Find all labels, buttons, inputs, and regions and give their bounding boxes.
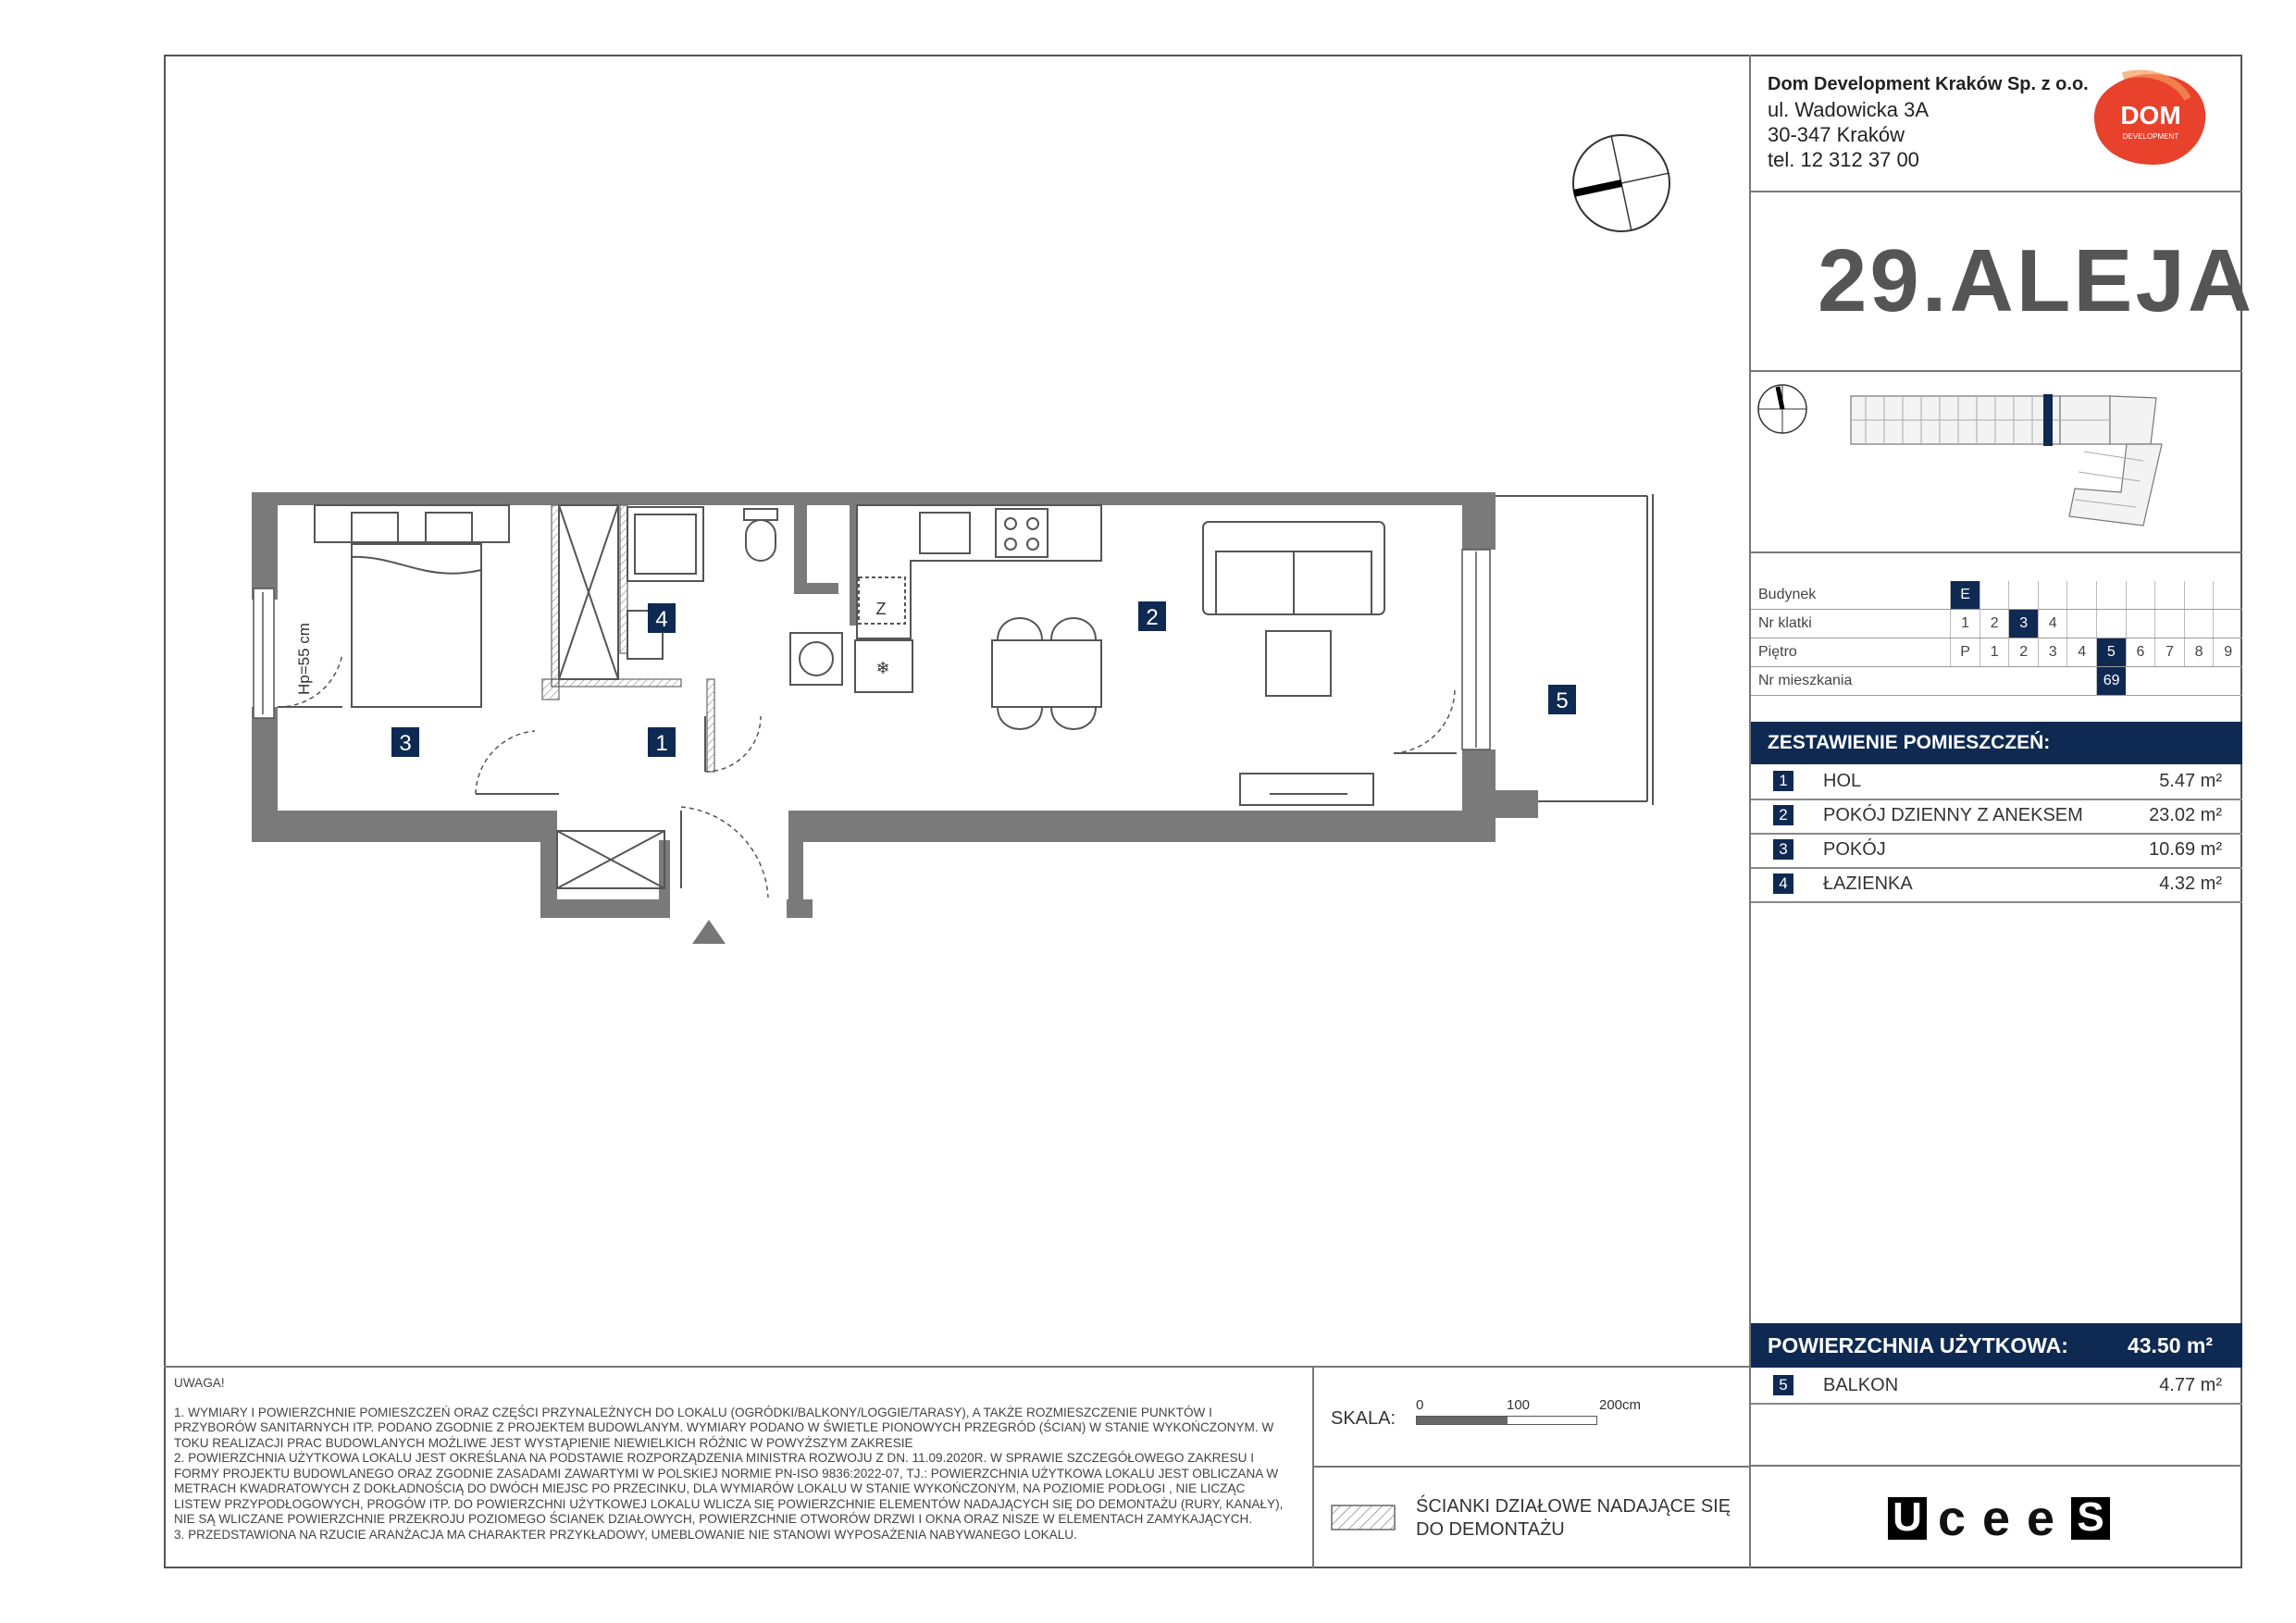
notes-block <box>174 1376 1294 1542</box>
budynek-value: E <box>1951 581 1980 610</box>
room-name: POKÓJ <box>1823 839 1886 860</box>
coffee-table <box>1266 631 1331 696</box>
pietro-5: 5 <box>2097 638 2127 667</box>
note-item: 2. POWIERZCHNIA UŻYTKOWA LOKALU JEST OKREŚLANA NA PODSTAWIE ROZPORZĄDZENIA MINISTRA ROZWOJU Z DN. 11.09.2020R. W SPRAWIE SZCZEGÓŁOWEGO ZAKRESU I FORMY PROJEKTU BUDOWLANEGO ORAZ ZGODNIE ZASADAMI ZAWARTYMI W POLSKIEJ NORMIE PN-ISO 9836:2022-07, TJ.: POWIERZCHNIA UŻYTKOWA LOKALU JEST OBLICZANA W METRACH KWADRATOWYCH Z DOKŁADNOŚCIĄ DO DWÓCH MIEJSC PO PRZECINKU, DLA WYMIARÓW LOKALU W STANIE WYKOŃCZONYM, NA POZIOMIE PODŁOGI , NIE LICZĄC LISTEW PRZYPODŁOGOWYCH, PROGÓW ITP. DO POWIERZCHNI UŻYTKOWEJ LOKALU WLICZA SIĘ POWIERZCHNIE ELEMENTÓW NADAJĄCYCH SIĘ DO DEMONTAŻU (RURY, KANAŁY), NIE SĄ WLICZANE POWIERZCHNIE PRZEKROJU POZIOMEGO ŚCIANEK DZIAŁOWYCH, POWIERZCHNIE OTWORÓW DRZWI I OKNA ORAZ NISZE W ELEMENTACH ZAMYKAJĄCYCH. <box>174 1451 1284 1526</box>
note-item: 3. PRZEDSTAWIONA NA RZUCIE ARANŻACJA MA CHARAKTER PRZYKŁADOWY, UMEBLOWANIE NIE STANOWI WYPOSAŻENIA NABYWANEGO LOKALU. <box>174 1527 1077 1542</box>
row-klatka <box>1751 610 2242 638</box>
cooktop <box>996 509 1048 557</box>
floor-plan <box>241 481 1684 953</box>
room-area: 23.02 m² <box>2149 805 2222 825</box>
washing-machine <box>790 633 842 685</box>
room-number: 2 <box>1773 805 1793 825</box>
company-address <box>1768 72 2089 172</box>
dom-development-logo <box>2086 67 2215 170</box>
label-mieszkanie: Nr mieszkania <box>1751 667 1951 696</box>
entrance-arrow-icon <box>692 920 726 944</box>
pietro-8: 8 <box>2184 638 2214 667</box>
room-area: 4.32 m² <box>2159 873 2222 894</box>
kitchen <box>855 505 1101 692</box>
scale-tick-100: 100 <box>1507 1397 1531 1413</box>
panel-line-1 <box>1749 191 2242 192</box>
company-street: ul. Wadowicka 3A <box>1768 98 1930 121</box>
toilet-tank <box>744 509 777 520</box>
scale-bar-filled <box>1417 1417 1508 1424</box>
pietro-4: 4 <box>2067 638 2097 667</box>
door-swings <box>278 653 1455 898</box>
rooms-summary-header: ZESTAWIENIE POMIESZCZEŃ: <box>1751 722 2242 764</box>
note-item: 1. WYMIARY I POWIERZCHNIE POMIESZCZEŃ ORAZ CZĘŚCI PRZYNALEŻNYCH DO LOKALU (OGRÓDKI/BALKONY/LOGGIE/TARASY), A TAKŻE ROZMIESZCZENIE PUNKTÓW I PRZYBORÓW SANITARNYCH ITP. PODANO ZGODNIE Z PROJEKTEM BUDOWLANYM. WYMIARY PODANO W ŚWIETLE PIONOWYCH PRZEGRÓD (ŚCIAN) W STANIE WYKOŃCZONYM. W TOKU REALIZACJI PRAC BUDOWLANYCH MOŻLIWE JEST WYSTĄPIENIE NIEWIELKICH RÓŻNIC W POWYŻSZYM ZAKRESIE <box>174 1405 1274 1450</box>
scale-legend-divider <box>1312 1466 1751 1468</box>
logo-text-development: DEVELOPMENT <box>2122 132 2179 141</box>
pietro-2: 2 <box>2009 638 2039 667</box>
balcony-row <box>1751 1369 2242 1405</box>
klatka-4: 4 <box>2038 610 2067 638</box>
apartment-info-table <box>1751 581 2242 696</box>
scale-tick-0: 0 <box>1416 1397 1424 1413</box>
row-pietro <box>1751 638 2242 667</box>
windows <box>254 550 1490 750</box>
fridge-label: Z <box>875 600 887 618</box>
tv-cabinet <box>1240 774 1373 805</box>
walls <box>252 492 1538 918</box>
hatch-legend-icon <box>1331 1505 1396 1530</box>
scale-bar <box>1416 1416 1597 1425</box>
panel-line-3 <box>1749 551 2242 553</box>
room-row <box>1751 799 2242 835</box>
room-area: 5.47 m² <box>2159 771 2222 791</box>
company-name: Dom Development Kraków Sp. z o.o. <box>1768 74 2089 94</box>
room-row <box>1751 765 2242 800</box>
logo-text-dom: DOM <box>2120 101 2181 130</box>
pietro-1: 1 <box>1980 638 2009 667</box>
room-tag-2: 2 <box>1146 605 1159 630</box>
room-number: 1 <box>1773 771 1793 791</box>
balcony-area: 4.77 m² <box>2159 1375 2222 1395</box>
pietro-9: 9 <box>2214 638 2242 667</box>
notes-divider <box>164 1366 1751 1368</box>
kitchen-sink <box>920 513 970 553</box>
room-tag-4: 4 <box>655 607 668 632</box>
pietro-p: P <box>1951 638 1980 667</box>
demolition-legend-text <box>1416 1495 1731 1542</box>
room-tag-3: 3 <box>399 731 412 756</box>
demolition-line-1: ŚCIANKI DZIAŁOWE NADAJĄCE SIĘ <box>1416 1496 1731 1517</box>
room-tag-1: 1 <box>655 731 668 756</box>
scale-tick-200: 200cm <box>1599 1397 1642 1413</box>
company-phone: tel. 12 312 37 00 <box>1768 148 1919 171</box>
pietro-3: 3 <box>2038 638 2067 667</box>
pietro-7: 7 <box>2155 638 2185 667</box>
company-city: 30-347 Kraków <box>1768 123 1905 146</box>
room-row <box>1751 868 2242 903</box>
project-title: 29.ALEJA <box>1818 231 2255 330</box>
mieszkanie-value: 69 <box>2097 667 2127 696</box>
demolition-line-2: DO DEMONTAŻU <box>1416 1519 1565 1540</box>
panel-line-2 <box>1749 370 2242 372</box>
bed <box>315 505 509 707</box>
room-number: 3 <box>1773 839 1793 860</box>
notes-heading: UWAGA! <box>174 1376 225 1390</box>
balcony-name: BALKON <box>1823 1375 1899 1395</box>
dining-set <box>992 618 1101 729</box>
usable-area-value: 43.50 m² <box>2127 1333 2213 1357</box>
balcony-number: 5 <box>1773 1375 1793 1395</box>
klatka-3: 3 <box>2009 610 2039 638</box>
label-klatka: Nr klatki <box>1751 610 1951 638</box>
row-mieszkanie <box>1751 667 2242 696</box>
toilet-bowl <box>746 520 776 561</box>
ucees-logo-e2: e <box>2027 1491 2055 1546</box>
label-budynek: Budynek <box>1751 581 1951 610</box>
ucees-logo-c: c <box>1938 1491 1967 1546</box>
room-name: HOL <box>1823 771 1862 791</box>
room-area: 10.69 m² <box>2149 839 2222 860</box>
compass-icon <box>1566 131 1677 242</box>
room-number: 4 <box>1773 873 1793 894</box>
room-tag-5: 5 <box>1556 688 1569 713</box>
scale-label: SKALA: <box>1331 1408 1396 1429</box>
bathroom-fixtures <box>627 507 842 685</box>
klatka-1: 1 <box>1951 610 1980 638</box>
wardrobe <box>559 505 618 679</box>
living-furniture <box>1203 522 1384 805</box>
ucees-logo-u: U <box>1888 1497 1927 1540</box>
window-height-note: Hp=55 cm <box>295 623 313 695</box>
dryer-icon: ❄ <box>875 659 890 678</box>
apartment-location-marker <box>2043 394 2053 446</box>
entrance-closet <box>557 831 664 888</box>
room-name: ŁAZIENKA <box>1823 873 1913 894</box>
row-budynek <box>1751 581 2242 610</box>
pietro-6: 6 <box>2126 638 2155 667</box>
door-leaves <box>278 707 1457 888</box>
ucees-logo-s: S <box>2071 1497 2110 1540</box>
room-name: POKÓJ DZIENNY Z ANEKSEM <box>1823 805 2083 825</box>
room-row <box>1751 834 2242 869</box>
balcony-outline <box>1496 494 1653 805</box>
site-plan <box>1755 379 2236 546</box>
panel-line-4 <box>1749 1465 2242 1467</box>
usable-area-bar <box>1751 1323 2242 1368</box>
usable-area-label: POWIERZCHNIA UŻYTKOWA: <box>1768 1333 2068 1357</box>
klatka-2: 2 <box>1980 610 2009 638</box>
ucees-logo-e1: e <box>1982 1491 2011 1546</box>
label-pietro: Piętro <box>1751 638 1951 667</box>
